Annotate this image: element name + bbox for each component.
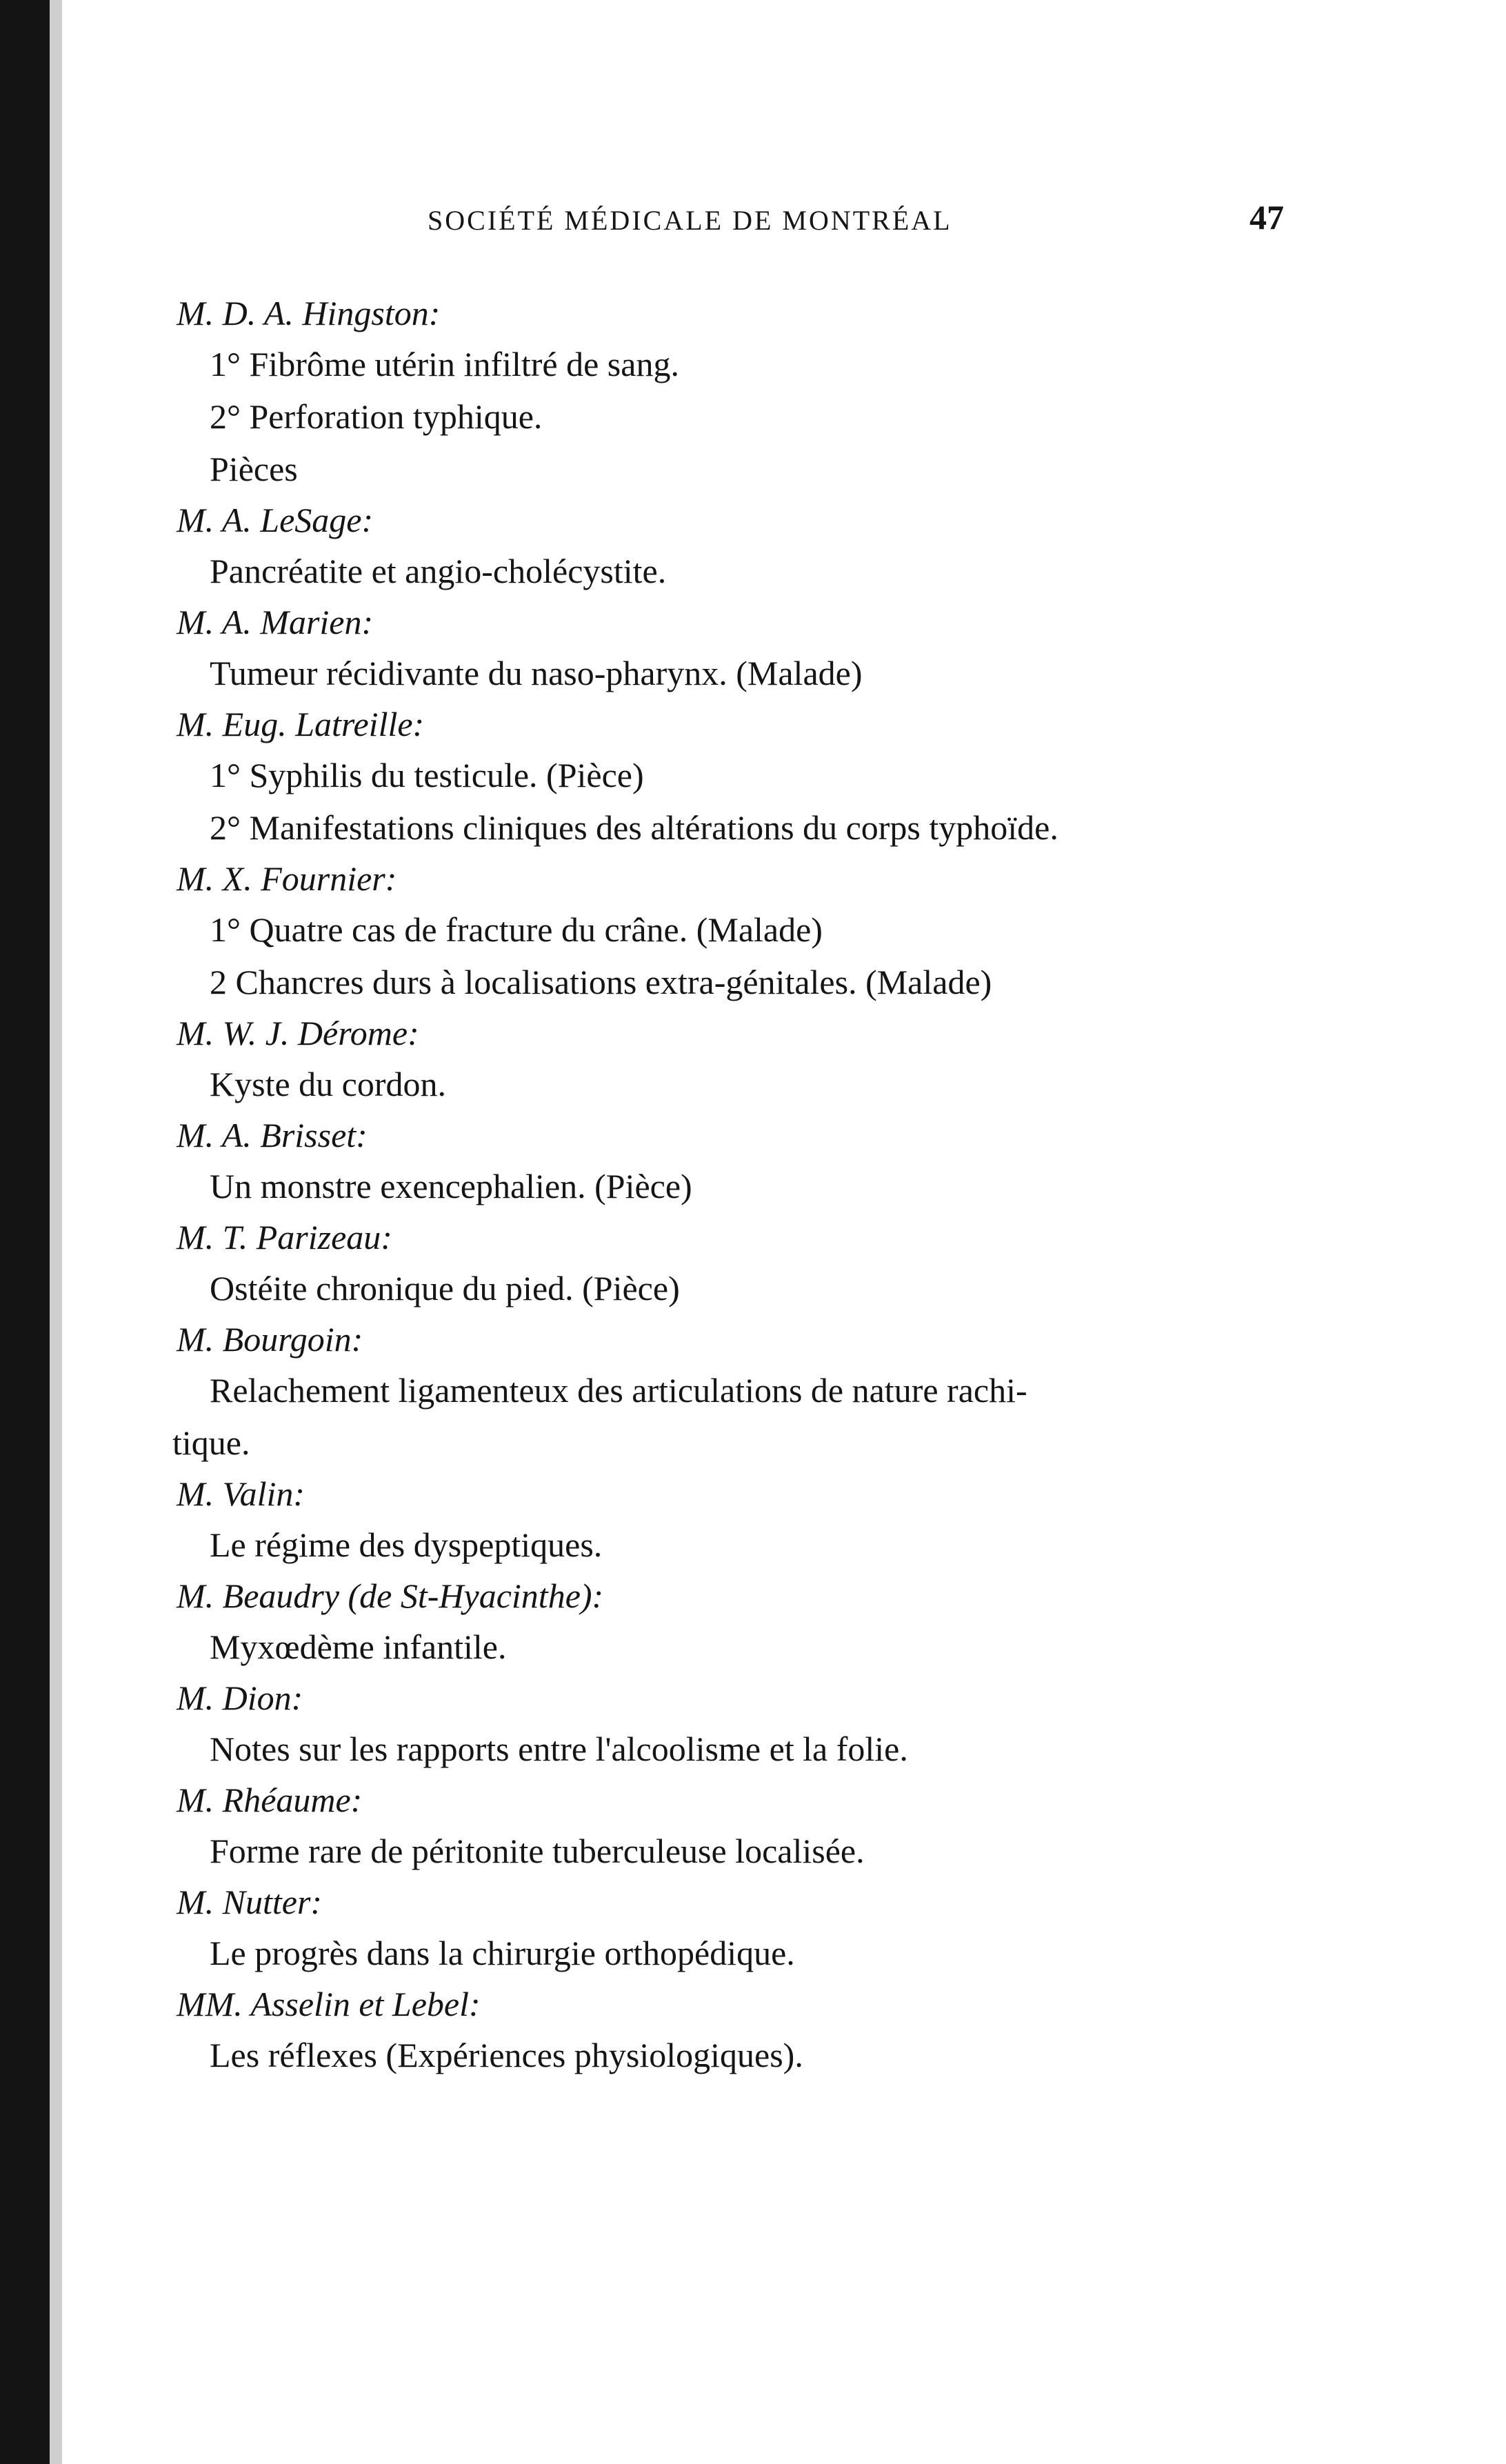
entry-item: Ostéite chronique du pied. (Pièce)	[210, 1269, 680, 1308]
entry-author: M. Dion:	[177, 1679, 303, 1717]
entry-item-continuation	[172, 1416, 1317, 1469]
entry-item: Pièces	[210, 450, 298, 488]
entry-author: M. W. J. Dérome:	[177, 1014, 419, 1052]
entry	[172, 1008, 1317, 1110]
entry-item: 1° Syphilis du testicule. (Pièce)	[210, 756, 644, 794]
entry	[172, 1469, 1317, 1571]
entry-author: M. Beaudry (de St-Hyacinthe):	[177, 1576, 604, 1615]
entry-author: M. A. Marien:	[177, 603, 374, 641]
entry	[172, 1979, 1317, 2081]
entry-item: Kyste du cordon.	[210, 1065, 446, 1103]
entry-item: Les réflexes (Expériences physiologiques).	[210, 2036, 803, 2074]
entry-item: Tumeur récidivante du naso-pharynx. (Malade)	[210, 654, 863, 692]
running-title: SOCIÉTÉ MÉDICALE DE MONTRÉAL	[428, 205, 952, 236]
entry-author: M. A. LeSage:	[177, 501, 374, 539]
entry	[172, 1571, 1317, 1673]
entry-author: M. Valin:	[177, 1474, 305, 1513]
entry	[172, 597, 1317, 699]
entry-author: M. Bourgoin:	[177, 1320, 363, 1359]
entry-item: Pancréatite et angio-cholécystite.	[210, 552, 667, 590]
entry	[172, 1877, 1317, 1979]
entry	[172, 1775, 1317, 1877]
entry-item: Le régime des dyspeptiques.	[210, 1525, 603, 1564]
entry	[172, 699, 1317, 854]
entry	[172, 1673, 1317, 1775]
entry	[172, 495, 1317, 597]
entry-author: M. T. Parizeau:	[177, 1218, 392, 1256]
entry-author: M. X. Fournier:	[177, 859, 397, 898]
entry-item: 1° Quatre cas de fracture du crâne. (Malade)	[210, 910, 823, 949]
entry-item: 2° Manifestations cliniques des altérations du corps typhoïde.	[210, 808, 1058, 847]
entry-author: M. A. Brisset:	[177, 1116, 368, 1154]
entry-item: Le progrès dans la chirurgie orthopédique.	[210, 1934, 795, 1972]
entry	[172, 854, 1317, 1008]
entry-item: 2 Chancres durs à localisations extra-génitales. (Malade)	[210, 963, 992, 1001]
entry-item-wrap-tail: tique.	[172, 1423, 250, 1462]
entry-item: Notes sur les rapports entre l'alcoolisme et la folie.	[210, 1730, 908, 1768]
entry-author: M. Rhéaume:	[177, 1781, 363, 1819]
entry-item: Un monstre exencephalien. (Pièce)	[210, 1167, 692, 1205]
entry-item: 2° Perforation typhique.	[210, 397, 543, 436]
communications-list	[172, 288, 1317, 2081]
entry-item: Forme rare de péritonite tuberculeuse localisée.	[210, 1832, 865, 1870]
entry-author: MM. Asselin et Lebel:	[177, 1985, 481, 2023]
entry-author: M. Nutter:	[177, 1883, 323, 1921]
entry-item: Myxœdème infantile.	[210, 1627, 507, 1666]
entry	[172, 1212, 1317, 1314]
entry	[172, 288, 1317, 495]
page-number: 47	[1249, 198, 1284, 237]
entry-item: Relachement ligamenteux des articulations de nature rachi-	[210, 1371, 1027, 1410]
entry	[172, 1314, 1317, 1469]
entry-author: M. Eug. Latreille:	[177, 705, 425, 743]
entry-item: 1° Fibrôme utérin infiltré de sang.	[210, 345, 679, 383]
entry	[172, 1110, 1317, 1212]
entry-author: M. D. A. Hingston:	[177, 294, 441, 332]
